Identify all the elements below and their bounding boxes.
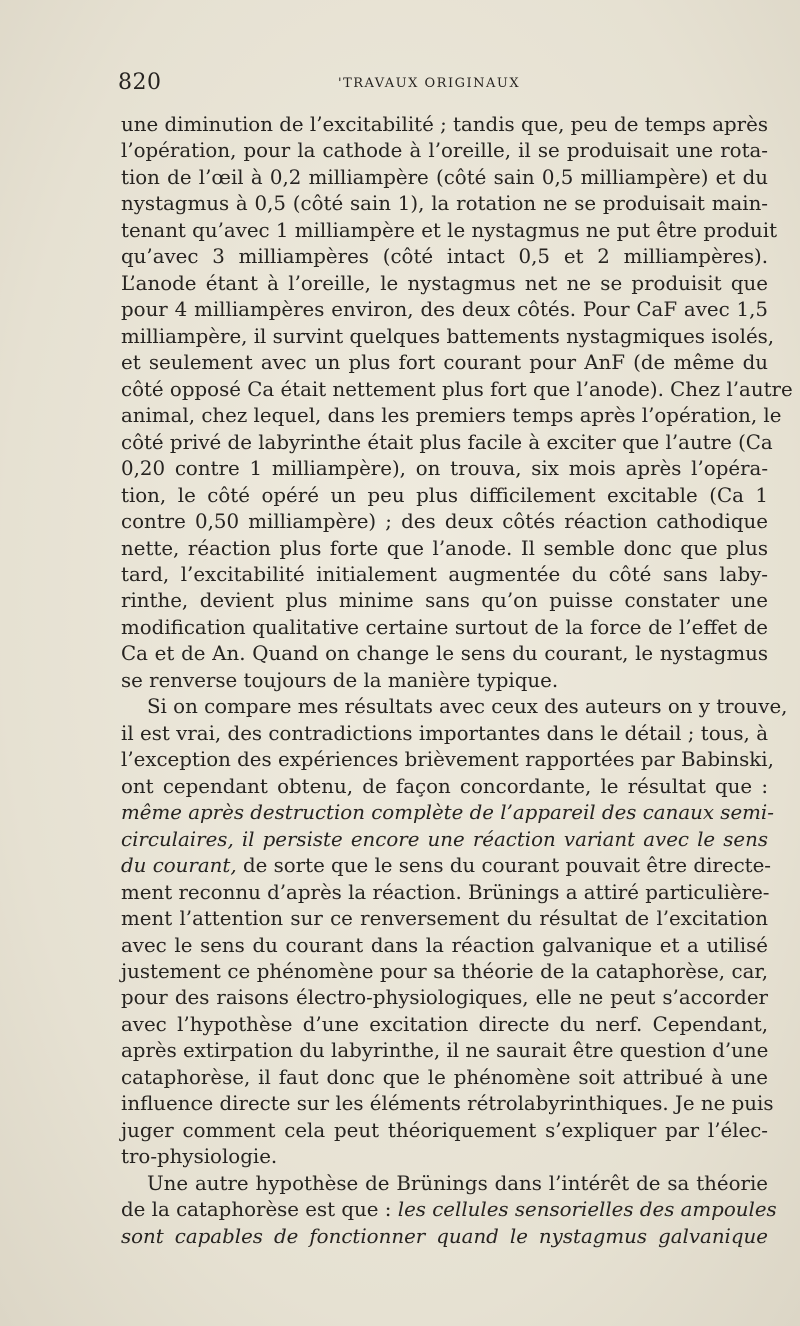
text-line: et seulement avec un plus fort courant pour AnF (de même du [121,351,768,375]
roman-span: de sorte que le sens du courant pouvait être directe- [236,854,771,878]
text-line: Une autre hypothèse de Brünings dans l’intérêt de sa théorie [147,1171,768,1195]
text-line: Si on compare mes résultats avec ceux des auteurs on y trouve, [147,695,788,719]
text-line: milliampère, il survint quelques battements nystagmiques isolés, [121,324,775,348]
text-line: nystagmus à 0,5 (côté sain 1), la rotation ne se produisait main- [121,192,768,216]
text-line: après extirpation du labyrinthe, il ne saurait être question d’une [121,1039,769,1063]
italic-span: circulaires, il persiste encore une réaction variant avec le sens [121,827,768,851]
text-line: avec l’hypothèse d’une excitation directe du nerf. Cependant, [121,1012,768,1036]
text-line: nette, réaction plus forte que l’anode. Il semble donc que plus [121,536,768,560]
text-line: côté opposé Ca était nettement plus fort que l’anode). Chez l’autre [121,377,793,401]
text-line: avec le sens du courant dans la réaction galvanique et a utilisé [121,933,768,957]
text-line [121,800,774,826]
text-line: il est vrai, des contradictions importantes dans le détail ; tous, à [121,721,768,745]
text-line: tro-physiologie. [121,1145,278,1169]
text-line: animal, chez lequel, dans les premiers temps après l’opération, le [121,404,782,428]
text-line: pour 4 milliampères environ, des deux côtés. Pour CaF avec 1,5 [121,298,768,322]
text-line: ment reconnu d’après la réaction. Brünings a attiré particulière- [121,880,770,904]
text-line: tion, le côté opéré un peu plus difficilement excitable (Ca 1 [121,483,768,507]
text-line: ment l’attention sur ce renversement du résultat de l’excitation [121,907,768,931]
text-line: une diminution de l’excitabilité ; tandis que, peu de temps après [121,113,768,136]
text-line: Ca et de An. Quand on change le sens du courant, le nystagmus [121,642,768,666]
text-line [121,827,768,853]
body-text [121,112,793,1250]
text-line: rinthe, devient plus minime sans qu’on puisse constater une [121,589,768,613]
text-line [121,1197,777,1223]
text-line: pour des raisons électro-physiologiques, elle ne peut s’accorder [121,986,768,1010]
text-line: tenant qu’avec 1 milliampère et le nystagmus ne put être produit [121,218,778,242]
text-line: 0,20 contre 1 milliampère), on trouva, six mois après l’opéra- [121,457,768,481]
italic-span: sont capables de fonctionner quand le nystagmus galvanique [121,1224,768,1248]
page-header [118,70,768,104]
text-line: juger comment cela peut théoriquement s’expliquer par l’élec- [121,1118,768,1142]
text-line [121,853,771,879]
text-line [121,1224,768,1250]
text-line: justement ce phénomène pour sa théorie de la cataphorèse, car, [121,960,768,983]
roman-span: de la cataphorèse est que : [121,1198,398,1222]
text-line: se renverse toujours de la manière typique. [121,668,559,692]
italic-span: les cellules sensorielles des ampoules [397,1198,777,1222]
italic-span: même après destruction complète de l’appareil des canaux semi- [121,801,774,825]
text-line: cataphorèse, il faut donc que le phénomène soit attribué à une [121,1065,768,1089]
text-line: tion de l’œil à 0,2 milliampère (côté sain 0,5 milliampère) et du [121,165,768,189]
text-line: qu’avec 3 milliampères (côté intact 0,5 et 2 milliampères). [121,245,768,269]
text-line: contre 0,50 milliampère) ; des deux côtés réaction cathodique [121,510,768,534]
text-line: influence directe sur les éléments rétrolabyrinthiques. Je ne puis [121,1092,774,1116]
text-line: l’exception des expériences brièvement rapportées par Babinski, [121,748,774,772]
text-line: ont cependant obtenu, de façon concordante, le résultat que : [121,774,768,798]
text-line: modification qualitative certaine surtout de la force de l’effet de [121,615,768,639]
text-line: l’opération, pour la cathode à l’oreille, il se produisait une rota- [121,139,768,163]
running-head: 'TRAVAUX ORIGINAUX [338,76,521,91]
text-line: L’anode étant à l’oreille, le nystagmus net ne se produisit que [121,271,768,295]
italic-span: du courant, [121,854,237,878]
text-line: côté privé de labyrinthe était plus facile à exciter que l’autre (Ca [121,430,773,454]
page-number: 820 [118,70,162,95]
text-line: tard, l’excitabilité initialement augmentée du côté sans laby- [121,562,768,586]
